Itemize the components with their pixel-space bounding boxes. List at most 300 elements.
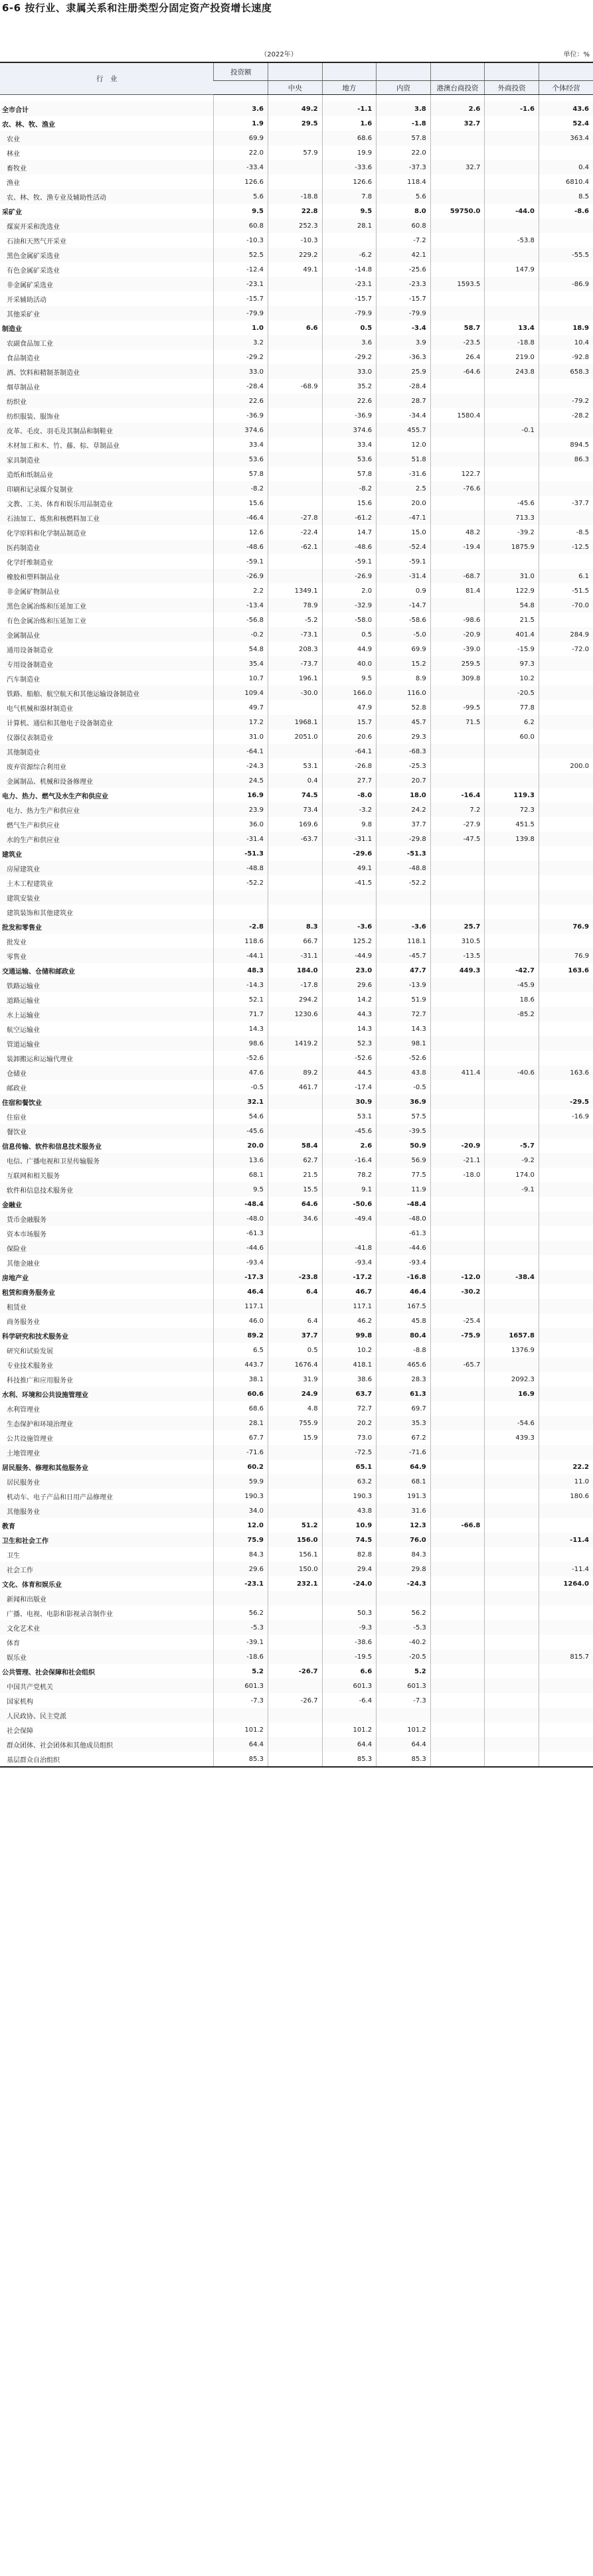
foreign-value-cell (485, 934, 539, 948)
foreign-value-cell: 60.0 (485, 729, 539, 744)
local-value-cell: 33.0 (322, 364, 377, 379)
total-value-cell: 68.6 (214, 1401, 268, 1416)
individual-value-cell (539, 1752, 593, 1767)
foreign-value-cell (485, 554, 539, 569)
total-value-cell: -15.7 (214, 291, 268, 306)
table-header (0, 62, 593, 95)
individual-value-cell: 1264.0 (539, 1576, 593, 1591)
foreign-value-cell (485, 875, 539, 890)
central-value-cell: -5.2 (268, 613, 323, 627)
domestic-value-cell: 85.3 (377, 1752, 431, 1767)
industry-name-cell: 造纸和纸制品业 (7, 471, 53, 479)
central-value-cell: 196.1 (268, 671, 323, 686)
hmt-value-cell (430, 1547, 485, 1562)
foreign-value-cell (485, 1620, 539, 1635)
domestic-value-cell: -3.4 (377, 321, 431, 335)
local-value-cell: -58.0 (322, 613, 377, 627)
header-hmt: 港澳台商投资 (430, 81, 485, 95)
industry-name-cell: 专业技术服务业 (0, 1357, 214, 1372)
table-row (0, 875, 593, 890)
domestic-value-cell: -79.9 (377, 306, 431, 321)
local-value-cell: -29.2 (322, 350, 377, 364)
central-value-cell (268, 1606, 323, 1620)
total-value-cell: -24.3 (214, 759, 268, 773)
domestic-value-cell: 18.0 (377, 788, 431, 802)
central-value-cell (268, 1051, 323, 1065)
local-value-cell: -3.6 (322, 919, 377, 934)
total-value-cell: 9.5 (214, 1182, 268, 1197)
table-row (0, 452, 593, 467)
foreign-value-cell (485, 1635, 539, 1649)
total-value-cell: 5.2 (214, 1664, 268, 1679)
foreign-value-cell (485, 1036, 539, 1051)
domestic-value-cell: 5.6 (377, 189, 431, 204)
industry-name-cell: 人民政协、民主党派 (0, 1708, 214, 1722)
industry-name-cell: 商务服务业 (7, 1318, 40, 1326)
central-value-cell: 156.1 (268, 1547, 323, 1562)
hmt-value-cell: 71.5 (430, 715, 485, 729)
industry-name-cell: 中国共产党机关 (0, 1679, 214, 1693)
central-value-cell (268, 1591, 323, 1606)
individual-value-cell: 10.4 (539, 335, 593, 350)
foreign-value-cell: -5.7 (485, 1138, 539, 1153)
hmt-value-cell (430, 1430, 485, 1445)
local-value-cell: 10.2 (322, 1343, 377, 1357)
local-value-cell: -72.5 (322, 1445, 377, 1460)
local-value-cell: -36.9 (322, 408, 377, 423)
table-row (0, 744, 593, 759)
hmt-value-cell: -13.5 (430, 948, 485, 963)
domestic-value-cell (377, 1708, 431, 1722)
foreign-value-cell (485, 1241, 539, 1255)
foreign-value-cell (485, 1562, 539, 1576)
local-value-cell: -33.6 (322, 160, 377, 175)
domestic-value-cell: -28.4 (377, 379, 431, 394)
industry-name-cell: 国家机构 (7, 1698, 33, 1706)
local-value-cell: 35.2 (322, 379, 377, 394)
foreign-value-cell: -9.1 (485, 1182, 539, 1197)
foreign-value-cell (485, 452, 539, 467)
local-value-cell: -1.1 (322, 102, 377, 116)
foreign-value-cell (485, 1518, 539, 1533)
industry-name-cell: 租赁业 (0, 1299, 214, 1314)
table-row (0, 496, 593, 510)
hmt-value-cell (430, 1095, 485, 1109)
header-total: 投资额 (214, 62, 268, 81)
domestic-value-cell: -39.5 (377, 1124, 431, 1138)
local-value-cell: 38.6 (322, 1372, 377, 1387)
total-value-cell: -61.3 (214, 1226, 268, 1241)
industry-name-cell: 土木工程建筑业 (7, 880, 53, 888)
table-row (0, 1752, 593, 1767)
domestic-value-cell: -25.3 (377, 759, 431, 773)
local-value-cell: -17.2 (322, 1270, 377, 1284)
table-row (0, 583, 593, 598)
hmt-value-cell: 81.4 (430, 583, 485, 598)
spacer-cell (322, 95, 377, 102)
domestic-value-cell: -34.4 (377, 408, 431, 423)
local-value-cell: 29.6 (322, 978, 377, 992)
central-value-cell: -73.7 (268, 656, 323, 671)
industry-name-cell: 仓储业 (0, 1065, 214, 1080)
individual-value-cell (539, 1211, 593, 1226)
industry-name-cell: 烟草制品业 (7, 384, 40, 392)
individual-value-cell: -79.2 (539, 394, 593, 408)
industry-name-cell: 食品制造业 (7, 354, 40, 362)
foreign-value-cell: -40.6 (485, 1065, 539, 1080)
total-value-cell (214, 1591, 268, 1606)
local-value-cell: 9.8 (322, 817, 377, 832)
domestic-value-cell: -45.7 (377, 948, 431, 963)
industry-name-cell: 房屋建筑业 (0, 861, 214, 875)
industry-name-cell: 纺织服装、服饰业 (7, 413, 60, 421)
local-value-cell: -9.3 (322, 1620, 377, 1635)
individual-value-cell (539, 1241, 593, 1255)
hmt-value-cell (430, 1036, 485, 1051)
table-row (0, 934, 593, 948)
central-value-cell (268, 408, 323, 423)
domestic-value-cell: 57.8 (377, 131, 431, 145)
central-value-cell: 169.6 (268, 817, 323, 832)
central-value-cell (268, 291, 323, 306)
hmt-value-cell (430, 1620, 485, 1635)
individual-value-cell (539, 1708, 593, 1722)
foreign-value-cell: 139.8 (485, 832, 539, 846)
foreign-value-cell (485, 1124, 539, 1138)
industry-name-cell: 道路运输业 (7, 997, 40, 1005)
foreign-value-cell (485, 131, 539, 145)
local-value-cell: 0.5 (322, 627, 377, 642)
total-value-cell: 60.8 (214, 218, 268, 233)
local-value-cell: -15.7 (322, 291, 377, 306)
hmt-value-cell: -75.9 (430, 1328, 485, 1343)
industry-name-cell: 电气机械和器材制造业 (7, 705, 73, 713)
industry-name-cell: 公共管理、社会保障和社会组织 (2, 1669, 95, 1677)
central-value-cell (268, 1474, 323, 1489)
individual-value-cell: 180.6 (539, 1489, 593, 1503)
table-row (0, 890, 593, 905)
central-value-cell: 6.4 (268, 1314, 323, 1328)
local-value-cell: 47.9 (322, 700, 377, 715)
header-foreign: 外商投资 (485, 81, 539, 95)
individual-value-cell (539, 1401, 593, 1416)
domestic-value-cell: 3.8 (377, 102, 431, 116)
hmt-value-cell: -21.1 (430, 1153, 485, 1168)
central-value-cell: 51.2 (268, 1518, 323, 1533)
hmt-value-cell (430, 189, 485, 204)
total-value-cell: 29.6 (214, 1562, 268, 1576)
central-value-cell (268, 1620, 323, 1635)
central-value-cell: -27.8 (268, 510, 323, 525)
industry-name-cell: 研究和试验发展 (7, 1347, 53, 1355)
unit-label: 单位：% (563, 51, 590, 58)
central-value-cell: 58.4 (268, 1138, 323, 1153)
table-row (0, 1679, 593, 1693)
local-value-cell: 50.3 (322, 1606, 377, 1620)
industry-name-cell: 林业 (7, 150, 20, 158)
domestic-value-cell: -5.3 (377, 1620, 431, 1635)
industry-name-cell: 纺织业 (0, 394, 214, 408)
foreign-value-cell: -38.4 (485, 1270, 539, 1284)
hmt-value-cell: 48.2 (430, 525, 485, 540)
total-value-cell: 31.0 (214, 729, 268, 744)
domestic-value-cell: 69.9 (377, 642, 431, 656)
foreign-value-cell (485, 1022, 539, 1036)
central-value-cell: 252.3 (268, 218, 323, 233)
hmt-value-cell (430, 1343, 485, 1357)
central-value-cell: 1676.4 (268, 1357, 323, 1372)
local-value-cell: -50.6 (322, 1197, 377, 1211)
central-value-cell: 4.8 (268, 1401, 323, 1416)
hmt-value-cell: 449.3 (430, 963, 485, 978)
table-row (0, 1693, 593, 1708)
individual-value-cell: 815.7 (539, 1649, 593, 1664)
domestic-value-cell: 14.3 (377, 1022, 431, 1036)
central-value-cell (268, 846, 323, 861)
individual-value-cell (539, 686, 593, 700)
individual-value-cell (539, 1036, 593, 1051)
section-row (0, 1387, 593, 1401)
domestic-value-cell: -23.3 (377, 277, 431, 291)
central-value-cell (268, 1708, 323, 1722)
table-row (0, 131, 593, 145)
local-value-cell: -26.8 (322, 759, 377, 773)
total-value-cell: -39.1 (214, 1635, 268, 1649)
central-value-cell (268, 1299, 323, 1314)
central-value-cell (268, 905, 323, 919)
domestic-value-cell: -48.4 (377, 1197, 431, 1211)
investment-growth-table (0, 62, 593, 1768)
domestic-value-cell: 118.4 (377, 175, 431, 189)
domestic-value-cell: 84.3 (377, 1547, 431, 1562)
domestic-value-cell: 11.9 (377, 1182, 431, 1197)
domestic-value-cell: 101.2 (377, 1722, 431, 1737)
individual-value-cell (539, 671, 593, 686)
industry-name-cell: 科技推广和应用服务业 (7, 1377, 73, 1385)
individual-value-cell (539, 1430, 593, 1445)
total-value-cell: -28.4 (214, 379, 268, 394)
spacer-cell (214, 95, 268, 102)
individual-value-cell (539, 262, 593, 277)
foreign-value-cell (485, 481, 539, 496)
hmt-value-cell (430, 1416, 485, 1430)
industry-name-cell: 装卸搬运和运输代理业 (7, 1055, 73, 1063)
table-row (0, 218, 593, 233)
industry-name-cell: 黑色金属冶炼和压延加工业 (0, 598, 214, 613)
industry-name-cell: 煤炭开采和洗选业 (0, 218, 214, 233)
domestic-value-cell (377, 890, 431, 905)
section-row (0, 1664, 593, 1679)
individual-value-cell: 22.2 (539, 1460, 593, 1474)
foreign-value-cell (485, 116, 539, 131)
central-value-cell (268, 1503, 323, 1518)
table-row (0, 1314, 593, 1328)
total-value-cell: 3.2 (214, 335, 268, 350)
central-value-cell: 229.2 (268, 248, 323, 262)
domestic-value-cell: 37.7 (377, 817, 431, 832)
industry-name-cell: 水利管理业 (7, 1406, 40, 1414)
foreign-value-cell (485, 1080, 539, 1095)
hmt-value-cell (430, 1197, 485, 1211)
individual-value-cell (539, 1124, 593, 1138)
individual-value-cell: -86.9 (539, 277, 593, 291)
local-value-cell: 33.4 (322, 437, 377, 452)
central-value-cell: -63.7 (268, 832, 323, 846)
local-value-cell: -17.4 (322, 1080, 377, 1095)
industry-name-cell: 资本市场服务 (7, 1231, 46, 1239)
central-value-cell: 57.9 (268, 145, 323, 160)
header-blank (268, 62, 323, 81)
foreign-value-cell (485, 175, 539, 189)
foreign-value-cell: -45.9 (485, 978, 539, 992)
hmt-value-cell (430, 1503, 485, 1518)
page-title: 6-6 按行业、隶属关系和注册类型分固定资产投资增长速度 (2, 2, 272, 14)
central-value-cell: 73.4 (268, 802, 323, 817)
central-value-cell: 294.2 (268, 992, 323, 1007)
foreign-value-cell: 16.9 (485, 1387, 539, 1401)
hmt-value-cell (430, 992, 485, 1007)
foreign-value-cell: 13.4 (485, 321, 539, 335)
foreign-value-cell (485, 1095, 539, 1109)
individual-value-cell (539, 715, 593, 729)
industry-name-cell: 文化艺术业 (0, 1620, 214, 1635)
domestic-value-cell: 12.3 (377, 1518, 431, 1533)
foreign-value-cell: -42.7 (485, 963, 539, 978)
industry-name-cell: 电力、热力生产和供应业 (0, 802, 214, 817)
foreign-value-cell (485, 1211, 539, 1226)
industry-name-cell: 机动车、电子产品和日用产品修理业 (7, 1493, 113, 1501)
local-value-cell: 44.9 (322, 642, 377, 656)
central-value-cell (268, 1226, 323, 1241)
total-value-cell: 85.3 (214, 1752, 268, 1767)
hmt-value-cell: -64.6 (430, 364, 485, 379)
individual-value-cell (539, 379, 593, 394)
central-value-cell: 208.3 (268, 642, 323, 656)
table-row (0, 1503, 593, 1518)
hmt-value-cell: 310.5 (430, 934, 485, 948)
central-value-cell: 89.2 (268, 1065, 323, 1080)
foreign-value-cell: -45.6 (485, 496, 539, 510)
central-value-cell: 64.6 (268, 1197, 323, 1211)
foreign-value-cell (485, 861, 539, 875)
local-value-cell: -6.2 (322, 248, 377, 262)
total-value-cell: -46.4 (214, 510, 268, 525)
local-value-cell: 52.3 (322, 1036, 377, 1051)
individual-value-cell (539, 1314, 593, 1328)
domestic-value-cell: 67.2 (377, 1430, 431, 1445)
individual-value-cell (539, 802, 593, 817)
table-row (0, 1606, 593, 1620)
total-value-cell: -17.3 (214, 1270, 268, 1284)
table-row (0, 802, 593, 817)
hmt-value-cell (430, 1051, 485, 1065)
local-value-cell: 9.1 (322, 1182, 377, 1197)
total-value-cell: 46.4 (214, 1284, 268, 1299)
hmt-value-cell (430, 175, 485, 189)
foreign-value-cell: -9.2 (485, 1153, 539, 1168)
hmt-value-cell: 411.4 (430, 1065, 485, 1080)
domestic-value-cell: 28.7 (377, 394, 431, 408)
individual-value-cell (539, 1387, 593, 1401)
table-row (0, 1255, 593, 1270)
section-row (0, 1518, 593, 1533)
section-row (0, 1533, 593, 1547)
table-row (0, 467, 593, 481)
header-blank (539, 62, 593, 81)
central-value-cell: 53.1 (268, 759, 323, 773)
individual-value-cell: -92.8 (539, 350, 593, 364)
hmt-value-cell (430, 1722, 485, 1737)
header-blank (214, 81, 268, 95)
hmt-value-cell (430, 729, 485, 744)
industry-name-cell: 软件和信息技术服务业 (0, 1182, 214, 1197)
local-value-cell: 601.3 (322, 1679, 377, 1693)
local-value-cell: -41.5 (322, 875, 377, 890)
hmt-value-cell (430, 1576, 485, 1591)
industry-name-cell: 科学研究和技术服务业 (0, 1328, 214, 1343)
foreign-value-cell: 219.0 (485, 350, 539, 364)
table-row (0, 394, 593, 408)
foreign-value-cell (485, 248, 539, 262)
hmt-value-cell: 7.2 (430, 802, 485, 817)
total-value-cell: 84.3 (214, 1547, 268, 1562)
foreign-value-cell (485, 1649, 539, 1664)
individual-value-cell (539, 934, 593, 948)
total-value-cell: 48.3 (214, 963, 268, 978)
central-value-cell: 24.9 (268, 1387, 323, 1401)
domestic-value-cell: -13.9 (377, 978, 431, 992)
local-value-cell: 63.7 (322, 1387, 377, 1401)
individual-value-cell (539, 1284, 593, 1299)
central-value-cell: 232.1 (268, 1576, 323, 1591)
foreign-value-cell (485, 1752, 539, 1767)
industry-name-cell: 房地产业 (0, 1270, 214, 1284)
industry-name-cell: 批发业 (7, 939, 27, 947)
individual-value-cell: 8.5 (539, 189, 593, 204)
total-value-cell: -45.6 (214, 1124, 268, 1138)
domestic-value-cell: 29.8 (377, 1562, 431, 1576)
total-value-cell: 60.2 (214, 1460, 268, 1474)
individual-value-cell (539, 744, 593, 759)
foreign-value-cell (485, 394, 539, 408)
foreign-value-cell (485, 773, 539, 788)
industry-name-cell: 金融业 (2, 1201, 22, 1209)
section-row (0, 1284, 593, 1299)
table-row (0, 277, 593, 291)
central-value-cell (268, 277, 323, 291)
total-value-cell (214, 905, 268, 919)
hmt-value-cell: -20.9 (430, 627, 485, 642)
industry-name-cell: 餐饮业 (0, 1124, 214, 1138)
central-value-cell (268, 1649, 323, 1664)
individual-value-cell (539, 1022, 593, 1036)
hmt-value-cell (430, 554, 485, 569)
hmt-value-cell (430, 131, 485, 145)
total-value-cell: -2.8 (214, 919, 268, 934)
domestic-value-cell: 118.1 (377, 934, 431, 948)
foreign-value-cell (485, 1284, 539, 1299)
total-value-cell: 69.9 (214, 131, 268, 145)
individual-value-cell: 163.6 (539, 1065, 593, 1080)
local-value-cell: 1.6 (322, 116, 377, 131)
industry-name-cell: 信息传输、软件和信息技术服务业 (2, 1143, 102, 1151)
local-value-cell: 15.6 (322, 496, 377, 510)
central-value-cell: 31.9 (268, 1372, 323, 1387)
table-row (0, 627, 593, 642)
section-row (0, 919, 593, 934)
local-value-cell: 27.7 (322, 773, 377, 788)
domestic-value-cell: 15.2 (377, 656, 431, 671)
